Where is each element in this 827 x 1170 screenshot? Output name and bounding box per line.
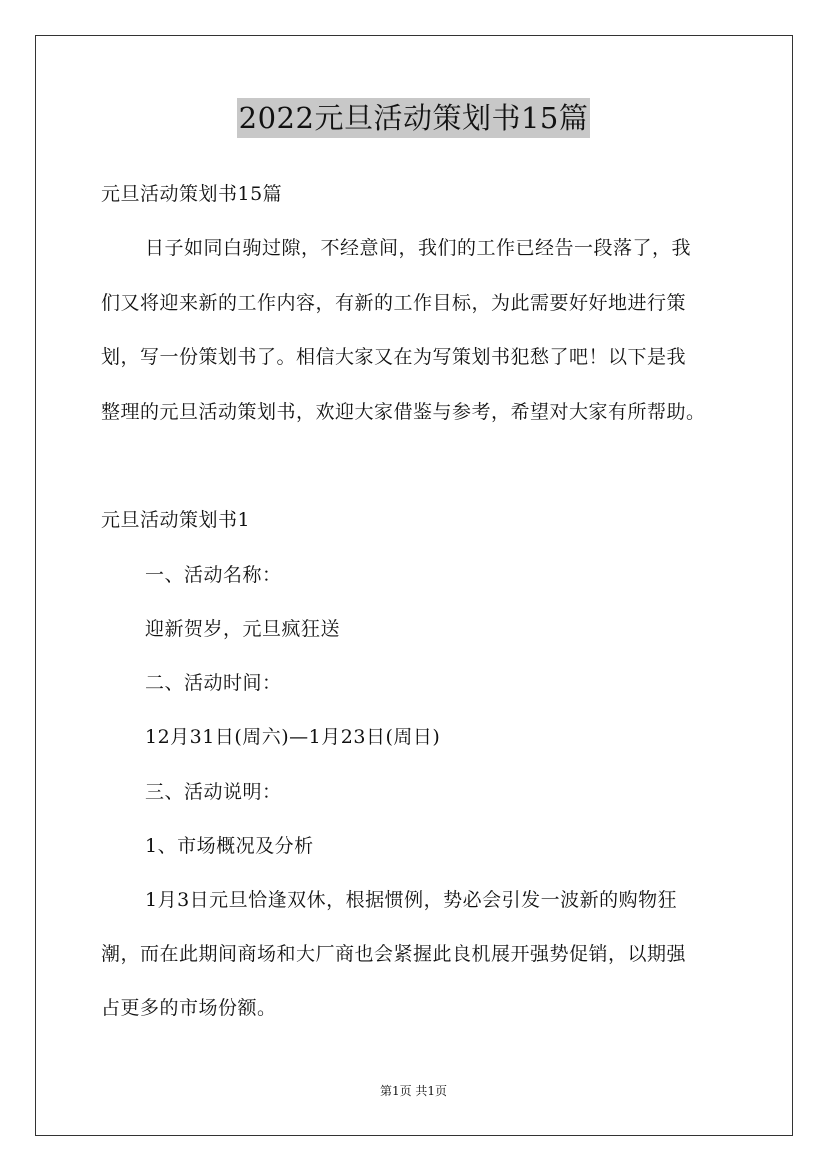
intro-line-4: 整理的元旦活动策划书，欢迎大家借鉴与参考，希望对大家有所帮助。 bbox=[101, 401, 706, 423]
item1-label: 一、活动名称： bbox=[145, 564, 282, 586]
title-container bbox=[0, 98, 827, 138]
sub1-line-2: 潮，而在此期间商场和大厂商也会紧握此良机展开强势促销，以期强 bbox=[101, 943, 687, 965]
page-footer: 第1页 共1页 bbox=[379, 1084, 448, 1098]
item2-value: 12月31日(周六)—1月23日(周日) bbox=[145, 726, 441, 748]
sub1-line-1: 1月3日元旦恰逢双休，根据惯例，势必会引发一波新的购物狂 bbox=[145, 889, 678, 911]
document-title: 2022元旦活动策划书15篇 bbox=[237, 98, 591, 138]
sub1-line-3: 占更多的市场份额。 bbox=[101, 997, 277, 1019]
item2-label: 二、活动时间： bbox=[145, 672, 282, 694]
intro-line-2: 们又将迎来新的工作内容，有新的工作目标，为此需要好好地进行策 bbox=[101, 292, 687, 314]
intro-line-3: 划，写一份策划书了。相信大家又在为写策划书犯愁了吧！以下是我 bbox=[101, 346, 687, 368]
item3-label: 三、活动说明： bbox=[145, 781, 282, 803]
intro-line-1: 日子如同白驹过隙，不经意间，我们的工作已经告一段落了，我 bbox=[145, 237, 692, 259]
section-heading: 元旦活动策划书1 bbox=[101, 509, 251, 531]
document-subtitle: 元旦活动策划书15篇 bbox=[101, 183, 283, 205]
sub1-label: 1、市场概况及分析 bbox=[145, 835, 314, 857]
item1-value: 迎新贺岁，元旦疯狂送 bbox=[145, 618, 341, 640]
